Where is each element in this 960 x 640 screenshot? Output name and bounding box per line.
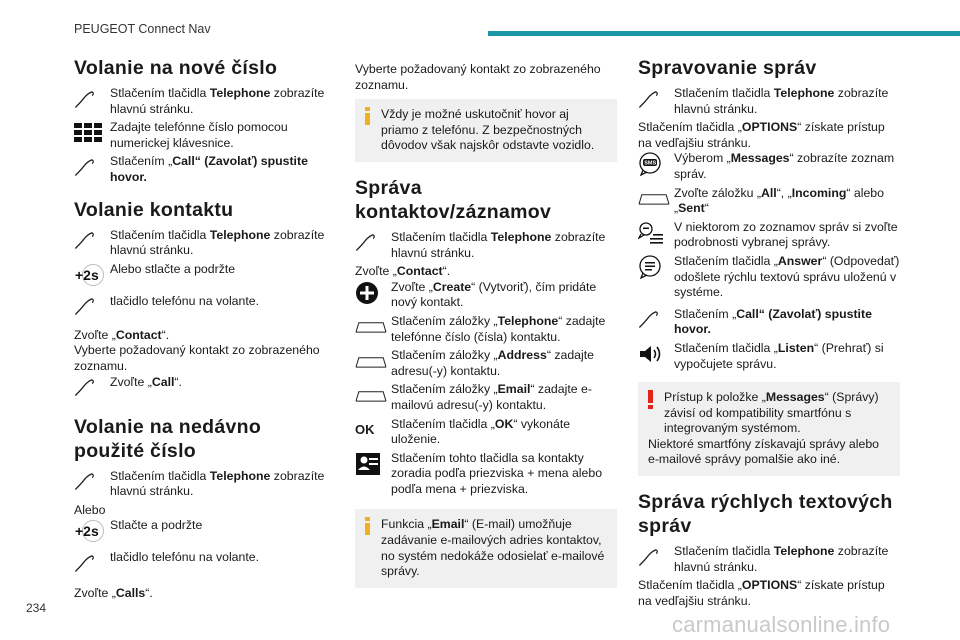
step: Stlačením tlačidla „Answer“ (Odpovedať) odošlete rýchlu textovú správu uloženú v systéme. [638,254,900,301]
step: Stlačením tlačidla Telephone zobrazíte hlavnú stránku. [355,230,617,261]
step: Stlačením tlačidla Telephone zobrazíte hlavnú stránku. [638,86,900,117]
step: tlačidlo telefónu na volante. [74,294,336,320]
svg-text:SMS: SMS [644,160,657,167]
step: Stlačením „Call“ (Zavolať) spustite hovor. [638,307,900,338]
section-title: Správa kontaktov/záznamov [355,176,552,223]
paragraph: Vyberte požadovaný kontakt zo zobrazeného zoznamu. [74,343,320,373]
step: Stlačením tlačidla „Listen“ (Prehrať) si vypočujete správu. [638,341,900,372]
step: Stlačením záložky „Email“ zadajte e-mailovú adresu(-y) kontaktu. [355,382,617,413]
finger-press-icon [74,375,110,401]
finger-press-icon [74,86,110,112]
finger-press-icon [74,154,110,180]
tab-icon [355,314,391,340]
step: Stlačením tlačidla Telephone zobrazíte hlavnú stránku. [74,469,336,500]
info-note: Vždy je možné uskutočniť hovor aj priamo z telefónu. Z bezpečnostných dôvodov však najskôr odstavte vozidlo. [355,99,617,162]
finger-press-icon [638,544,674,570]
section-title: Volanie na nedávno použité číslo [74,415,262,462]
tab-icon [638,186,674,212]
sms-message-icon [638,151,674,177]
step: Stlačením záložky „Telephone“ zadajte telefónne číslo (čísla) kontaktu. [355,314,617,345]
header-title: PEUGEOT Connect Nav [74,22,211,36]
step: Zvoľte „Call“. [74,375,336,401]
paragraph: Zvoľte „Contact“. [355,264,451,279]
svg-text:+2s: +2s [75,266,99,283]
paragraph: Vyberte požadovaný kontakt zo zobrazeného zoznamu. [355,62,601,92]
column-2 [355,62,617,598]
section-title: Spravovanie správ [638,57,817,79]
watermark-url: carmanualsonline.info [672,612,891,637]
section-title: Volanie na nové číslo [74,57,278,79]
ok-button-icon: OK [355,421,375,437]
step: Stlačením tohto tlačidla sa kontakty zoradia podľa priezviska + mena alebo podľa mena + priezviska. [355,451,617,498]
page-number: 234 [26,601,47,615]
step: Zvoľte „Create“ (Vytvoriť), čím pridáte nový kontakt. [355,280,617,311]
finger-press-icon [74,550,110,576]
keypad-icon [74,120,110,146]
svg-text:+2s: +2s [75,523,99,540]
column-3 [638,56,900,609]
finger-press-icon [74,228,110,254]
step: Stlačením záložky „Address“ zadajte adresu(-y) kontaktu. [355,348,617,379]
info-icon [365,517,371,540]
paragraph: Stlačením tlačidla „OPTIONS“ získate prístup na vedľajšiu stránku. [638,578,885,608]
tab-icon [355,382,391,408]
step: tlačidlo telefónu na volante. [74,550,336,576]
reply-message-icon [638,254,674,280]
speaker-icon [638,341,674,367]
step: Zadajte telefónne číslo pomocou numerickej klávesnice. [74,120,336,151]
message-details-icon [638,220,674,246]
contact-sort-icon [355,451,391,477]
paragraph: Alebo [74,502,106,517]
column-1 [74,56,336,602]
step: Stlačením „Call“ (Zavolať) spustite hovor. [74,154,336,185]
step: V niektorom zo zoznamov správ si zvoľte podrobnosti vybranej správy. [638,220,900,251]
finger-press-icon [638,307,674,333]
step: +2s Stlačte a podržte [74,518,336,544]
paragraph: Zvoľte „Contact“. [74,327,170,342]
finger-press-icon [74,469,110,495]
step: Stlačením tlačidla Telephone zobrazíte hlavnú stránku. [74,228,336,259]
step: SMS Výberom „Messages“ zobrazíte zoznam správ. [638,151,900,182]
tab-icon [355,348,391,374]
finger-press-icon [74,294,110,320]
paragraph: Zvoľte „Calls“. [74,586,153,601]
finger-press-icon [355,230,391,256]
step: Stlačením tlačidla Telephone zobrazíte hlavnú stránku. [74,86,336,117]
info-note: Funkcia „Email“ (E-mail) umožňuje zadávanie e-mailových adries kontaktov, no systém nedokáže odosielať e-mailové správy. [355,509,617,587]
hold-2s-icon [74,518,110,544]
warning-note: Prístup k položke „Messages“ (Správy) závisí od kompatibility smartfónu s integrovaným systémom. Niektoré smartfóny získavajú správy alebo e-mailové správy pomalšie ako iné. [638,382,900,476]
paragraph: Stlačením tlačidla „OPTIONS“ získate prístup na vedľajšiu stránku. [638,120,885,150]
header-accent-bar [488,31,960,36]
step: Stlačením tlačidla Telephone zobrazíte hlavnú stránku. [638,544,900,575]
step: OK Stlačením tlačidla „OK“ vykonáte uloženie. [355,416,571,447]
hold-2s-icon [74,262,110,288]
warning-icon [648,390,654,415]
step: +2s Alebo stlačte a podržte [74,262,336,288]
finger-press-icon [638,86,674,112]
plus-circle-icon [355,280,391,306]
info-icon [365,107,371,130]
section-title: Správa rýchlych textových správ [638,491,893,538]
section-title: Volanie kontaktu [74,198,234,221]
step: Zvoľte záložku „All“, „Incoming“ alebo „Sent“ [638,186,900,217]
